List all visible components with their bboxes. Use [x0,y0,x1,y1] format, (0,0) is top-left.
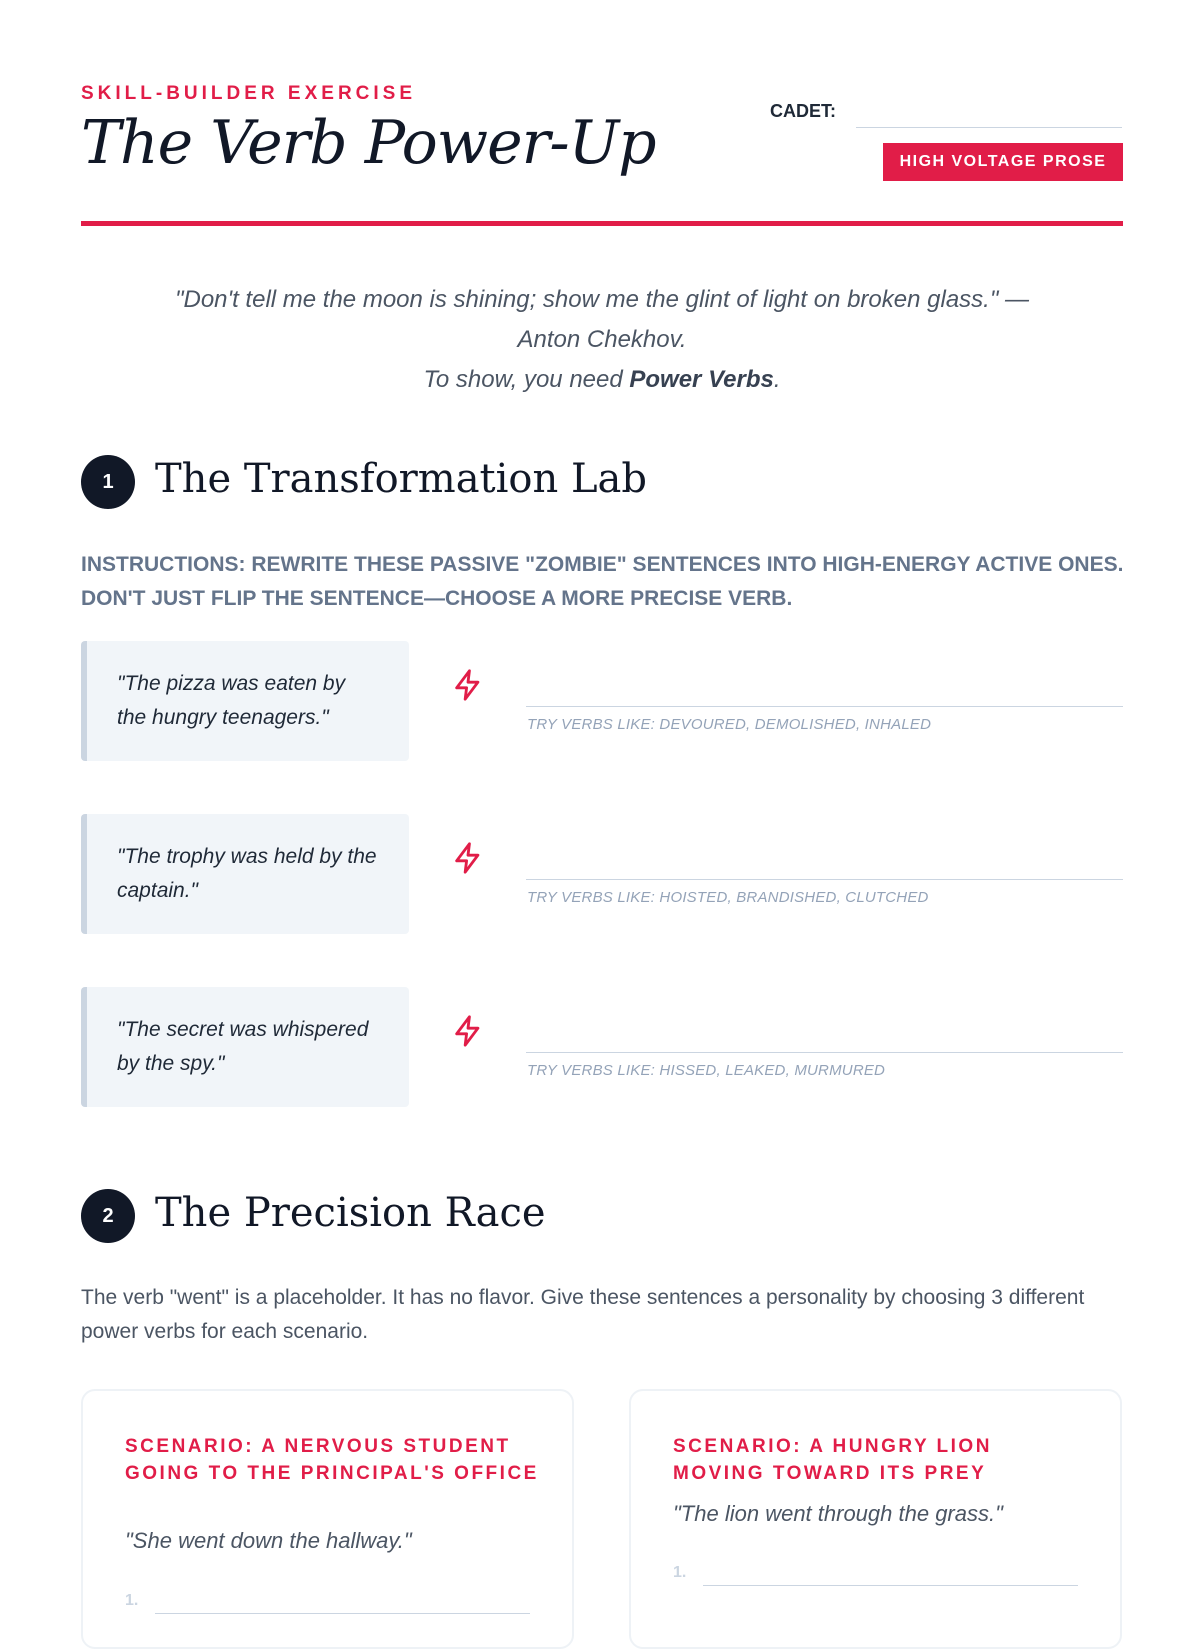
section-1-number: 1 [81,455,135,509]
cadet-label: CADET: [770,101,836,121]
quote-line-3-post: . [773,366,781,393]
verb-hint-2: TRY VERBS LIKE: HOISTED, BRANDISHED, CLUTCHED [527,889,929,906]
verb-hint-3: TRY VERBS LIKE: HISSED, LEAKED, MURMURED [527,1062,886,1079]
chekhov-quote [81,280,1123,400]
scenario-sentence-1: "She went down the hallway." [125,1528,412,1553]
lightning-bolt-icon [451,841,485,875]
scenario-card-2 [629,1389,1122,1649]
eyebrow-label: SKILL-BUILDER EXERCISE [81,83,417,104]
section-1-instructions: INSTRUCTIONS: REWRITE THESE PASSIVE "ZOMBIE" SENTENCES INTO HIGH-ENERGY ACTIVE ONES. DON'T JUST FLIP THE SENTENCE—CHOOSE A MORE PRECISE VERB. [81,553,1124,610]
section-1-title: The Transformation Lab [155,456,647,502]
quote-line-3 [81,360,1123,400]
lightning-bolt-icon [451,1014,485,1048]
worksheet-title: The Verb Power-Up [81,108,656,178]
quote-attribution: Anton Chekhov. [517,326,687,353]
power-verbs-emphasis: Power Verbs [629,366,774,393]
cadet-name-field[interactable] [856,127,1122,128]
scenario-1-answer-number: 1. [125,1592,139,1609]
zombie-sentence-3: "The secret was whispered by the spy." [81,987,409,1107]
scenario-title-2: SCENARIO: A HUNGRY LION MOVING TOWARD ITS PREY [673,1436,992,1484]
section-2-title: The Precision Race [155,1190,546,1236]
lightning-bolt-icon [451,668,485,702]
header-divider [81,221,1123,226]
rewrite-answer-line-1[interactable] [526,706,1123,707]
zombie-sentence-1: "The pizza was eaten by the hungry teenagers." [81,641,409,761]
section-2-paragraph: The verb "went" is a placeholder. It has no flavor. Give these sentences a personality by choosing 3 different power verbs for each scenario. [81,1286,1085,1343]
verb-hint-1: TRY VERBS LIKE: DEVOURED, DEMOLISHED, INHALED [527,716,932,733]
scenario-card-1 [81,1389,574,1649]
quote-line-3-pre: To show, you need [423,366,630,393]
zombie-sentence-2: "The trophy was held by the captain." [81,814,409,934]
scenario-sentence-2: "The lion went through the grass." [673,1501,1003,1526]
high-voltage-badge: HIGH VOLTAGE PROSE [883,143,1123,181]
rewrite-answer-line-3[interactable] [526,1052,1123,1053]
scenario-2-answer-line[interactable] [703,1585,1078,1586]
quote-line-1: "Don't tell me the moon is shining; show me the glint of light on broken glass." — [174,286,1030,313]
rewrite-answer-line-2[interactable] [526,879,1123,880]
scenario-1-answer-line[interactable] [155,1613,530,1614]
section-2-number: 2 [81,1189,135,1243]
scenario-2-answer-number: 1. [673,1564,687,1581]
scenario-title-1: SCENARIO: A NERVOUS STUDENT GOING TO THE PRINCIPAL'S OFFICE [125,1436,539,1484]
